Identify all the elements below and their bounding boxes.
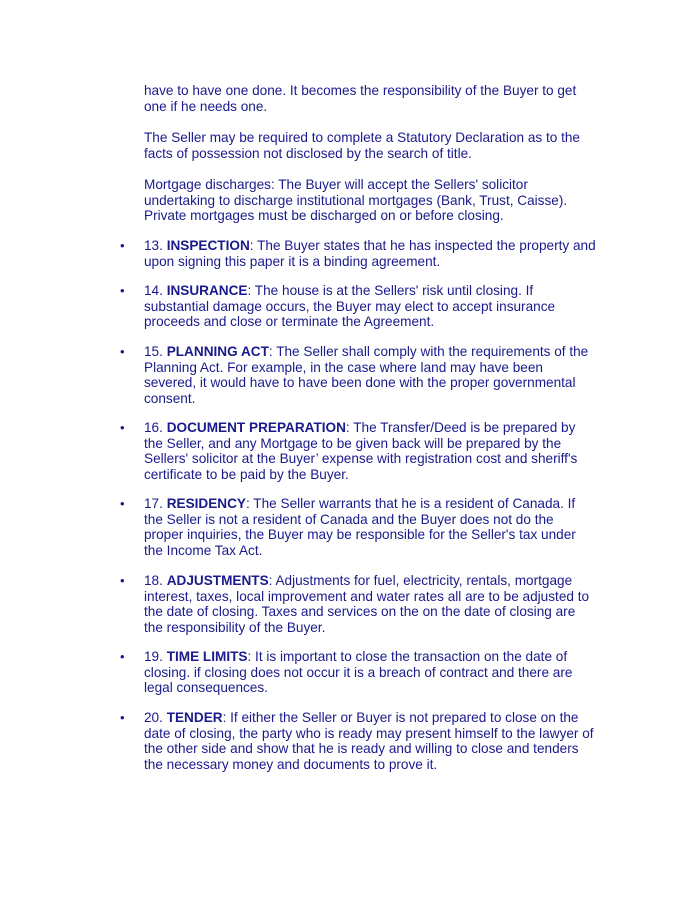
clause-text <box>144 496 596 558</box>
intro-paragraph: have to have one done. It becomes the responsibility of the Buyer to get one if he needs one. <box>144 83 577 114</box>
clause-heading: TIME LIMITS <box>166 649 248 664</box>
clause-heading: INSURANCE <box>166 283 248 298</box>
clause-number: 16. <box>144 420 163 435</box>
clause-heading: ADJUSTMENTS <box>166 573 269 588</box>
clause-number: 18. <box>144 573 163 588</box>
clause-body: : The Transfer/Deed is be prepared by the Seller, and any Mortgage to be given back will be prepared by the Sellers' solicitor at the Buyer’ expense with registration cost and sheriff's certificate to be paid by the Buyer. <box>144 420 578 482</box>
clause-text <box>144 420 596 482</box>
bullet-icon: • <box>120 496 125 511</box>
clause-heading: TENDER <box>166 710 223 725</box>
clause-body: : The house is at the Sellers' risk until closing. If substantial damage occurs, the Buyer may elect to accept insurance proceeds and close or terminate the Agreement. <box>144 283 556 330</box>
bullet-icon: • <box>120 344 125 359</box>
intro-paragraph: Mortgage discharges: The Buyer will accept the Sellers' solicitor undertaking to discharge institutional mortgages (Bank, Trust, Caisse). Private mortgages must be discharged on or before closing. <box>144 177 568 224</box>
clause-number: 13. <box>144 238 163 253</box>
clause-heading: INSPECTION <box>166 238 250 253</box>
bullet-icon: • <box>120 283 125 298</box>
clause-number: 19. <box>144 649 163 664</box>
clause-text <box>144 573 596 635</box>
bullet-icon: • <box>120 710 125 725</box>
clause-body: : The Seller shall comply with the requirements of the Planning Act. For example, in the case where land may have been severed, it would have to have been done with the proper governmental consent. <box>144 344 589 406</box>
bullet-icon: • <box>120 238 125 253</box>
clause-number: 14. <box>144 283 163 298</box>
clause-body: : The Buyer states that he has inspected the property and upon signing this paper it is a binding agreement. <box>144 238 596 269</box>
clause-text <box>144 238 596 269</box>
clause-number: 20. <box>144 710 163 725</box>
clause-body: : The Seller warrants that he is a resident of Canada. If the Seller is not a resident of Canada and the Buyer does not do the proper inquiries, the Buyer may be responsible for the Seller's tax under the Income Tax Act. <box>144 496 576 558</box>
clause-number: 17. <box>144 496 163 511</box>
clause-body: : It is important to close the transaction on the date of closing. if closing does not occur it is a breach of contract and there are legal consequences. <box>144 649 573 696</box>
bullet-icon: • <box>120 649 125 664</box>
clause-heading: DOCUMENT PREPARATION <box>166 420 346 435</box>
bullet-icon: • <box>120 420 125 435</box>
clause-body: : Adjustments for fuel, electricity, rentals, mortgage interest, taxes, local improvement and water rates all are to be adjusted to the date of closing. Taxes and services on the on the date of closing are the responsibility of the Buyer. <box>144 573 590 635</box>
clause-number: 15. <box>144 344 163 359</box>
intro-paragraph: The Seller may be required to complete a Statutory Declaration as to the facts of possession not disclosed by the search of title. <box>144 130 580 161</box>
clause-body: : If either the Seller or Buyer is not prepared to close on the date of closing, the party who is ready may present himself to the lawyer of the other side and show that he is ready and willing to close and tenders the necessary money and documents to prove it. <box>144 710 594 772</box>
clause-text <box>144 344 596 406</box>
clause-text <box>144 710 596 772</box>
clause-heading: RESIDENCY <box>166 496 246 511</box>
bullet-icon: • <box>120 573 125 588</box>
clause-text <box>144 649 596 696</box>
clause-text <box>144 283 596 330</box>
clause-heading: PLANNING ACT <box>166 344 269 359</box>
